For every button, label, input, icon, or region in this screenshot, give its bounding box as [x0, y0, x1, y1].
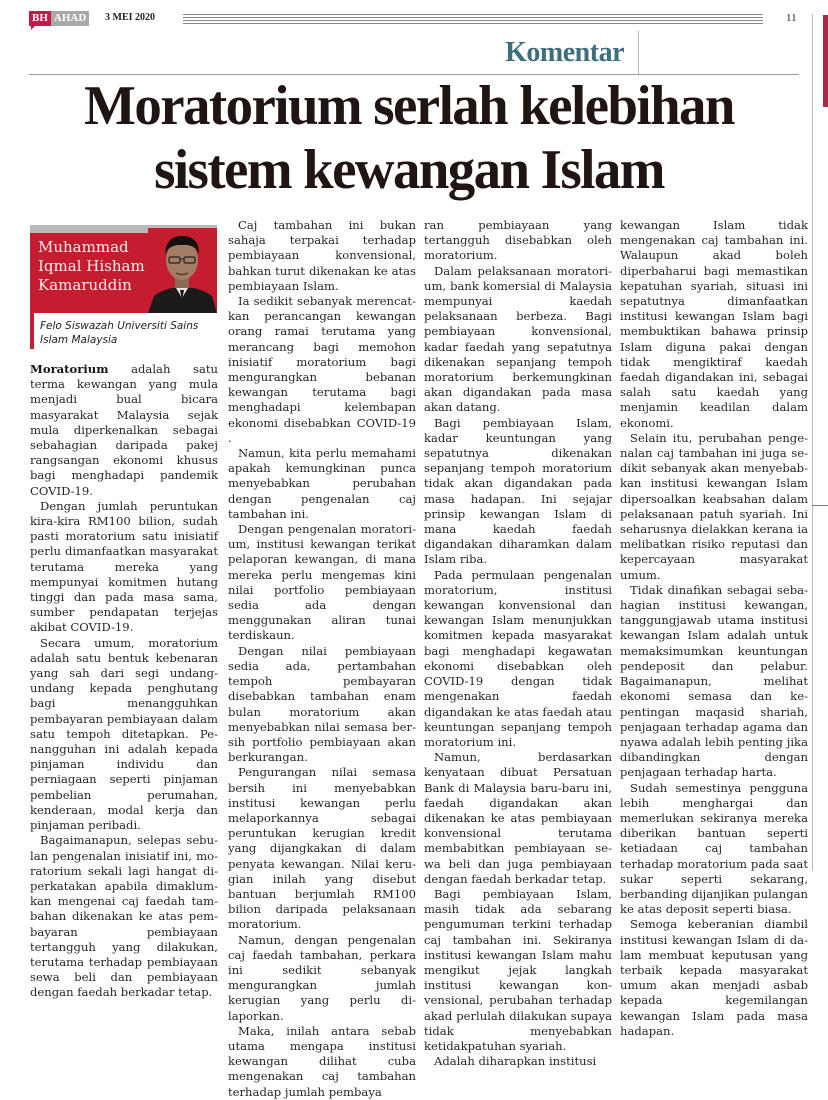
paragraph: Dalam pelaksanaan moratorium, bank komersial di Malaysia mempunyai kaedah pelaksanaan berbeza. Bagi pembiayaan konvensional, kadar faedah yang sepatutnya dikenakan sepanjang tempoh moratorium berkemungkinan akan digandakan pada masa akan datang.	[424, 263, 612, 415]
page-edge-rule	[812, 14, 813, 871]
bh-ahad-logo	[29, 11, 89, 26]
author-affiliation-line-2: Islam Malaysia	[40, 334, 118, 346]
author-affiliation-line-1: Felo Siswazah Universiti Sains	[40, 320, 199, 332]
author-name-line-1: Muhammad	[38, 238, 129, 256]
logo-ahad: AHAD	[51, 11, 89, 26]
paragraph: Selain itu, perubahan pengenalan caj tambahan ini juga sedikit sebanyak akan menyebabkan institusi kewangan Islam dipersoalkan keabsahan dalam pelaksanaan patuh syariah. Ini seharusnya dielakkan kerana ia melibatkan risiko reputasi dan kepercayaan masyarakat umum.	[620, 430, 808, 582]
header-rule-lines	[183, 14, 763, 24]
adjacent-page-red-tab	[823, 15, 828, 107]
paragraph: Dengan jumlah peruntukan kira-kira RM100 bilion, sudah pasti moratorium satu inisiatif perlu dimanfaatkan masyarakat terutama mereka yang mempunyai komitmen hutang tinggi dan pada masa sama, sumber pendapatan terjejas akibat COVID-19.	[30, 498, 218, 635]
article-column-4	[620, 218, 808, 1039]
paragraph: Dengan pengenalan moratorium, institusi kewangan terikat pelaporan kewangan, di mana mereka perlu mengemas kini nilai portfolio pembiayaan sedia ada dengan menggunakan aliran tunai terdiskaun.	[228, 522, 416, 643]
paragraph: Dengan nilai pembiayaan sedia ada, pertambahan tempoh pembayaran disebabkan tambahan enam bulan moratorium akan menyebabkan nilai semasa bersih portfolio pembiayaan akan berkurangan.	[228, 643, 416, 765]
paragraph: Tidak dinafikan sebagai sebahagian institusi kewangan, tanggungjawab utama institusi kewangan Islam adalah untuk memaksimumkan keuntungan pendeposit dan pelabur. Bagaimanapun, melihat ekonomi semasa dan kepentingan maqasid shariah, penjagaan terhadap agama dan nyawa adalah lebih penting jika dibandingkan dengan penjagaan terhadap harta.	[620, 582, 808, 780]
paragraph: Ia sedikit sebanyak merencatkan perancangan kewangan orang ramai terutama yang merancang bagi memohon inisiatif moratorium bagi mengurangkan bebanan kewangan terutama bagi menghadapi kelembapan ekonomi disebabkan COVID-19 .	[228, 294, 416, 445]
author-name	[38, 238, 145, 295]
headline	[26, 74, 792, 202]
paragraph-continued: kewangan Islam tidak mengenakan caj tambahan ini. Walaupun akad boleh diperbaharui bagi memastikan kepatuhan syariah, situasi ini sepatutnya dimanfaatkan institusi kewangan Islam bagi membuktikan bahawa prinsip Islam diguna pakai dengan tidak mengiktiraf kaedah faedah digandakan ini, sebagai salah satu kaedah yang menjamin keadilan dalam ekonomi.	[620, 218, 808, 430]
issue-date: 3 MEI 2020	[105, 12, 155, 23]
edge-tick-rule	[812, 505, 828, 506]
paragraph: Secara umum, moratorium adalah satu bentuk kebenaran yang sah dari segi undang-undang kepada penghutang bagi menangguhkan pembayaran pembiayaan dalam satu tempoh ditetapkan. Penangguhan ini adalah kepada pinjaman individu dan perniagaan seperti pinjaman pembelian perumahan, kenderaan, modal kerja dan pinjaman peribadi.	[30, 635, 218, 833]
paragraph: Sudah semestinya pengguna lebih menghargai dan memerlukan sekiranya mereka diberikan bantuan seperti ketiadaan caj tambahan terhadap moratorium pada saat sukar seperti sekarang, berbanding dijanjikan pulangan ke atas deposit seperti biasa.	[620, 780, 808, 917]
logo-bh: BH	[29, 11, 51, 26]
page-number: 11	[786, 12, 797, 24]
paragraph: Bagaimanapun, selepas sebulan pengenalan inisiatif ini, moratorium sekali lagi hangat diperkatakan apabila dimaklumkan mengenai caj faedah tambahan dikenakan ke atas pembayaran pembiayaan tertangguh yang dilakukan, terutama terhadap pembiayaan sewa beli dan pembiayaan dengan faedah berkadar tetap.	[30, 833, 218, 1000]
author-box-accent-tab	[30, 313, 34, 349]
paragraph: Bagi pembiayaan Islam, kadar keuntungan yang sepatutnya dikenakan sepanjang tempoh moratorium tidak akan digandakan pada masa hadapan. Ini sejajar prinsip kewangan Islam di mana kaedah faedah digandakan diharamkan dalam Islam riba.	[424, 415, 612, 567]
article-column-1	[30, 362, 218, 1001]
paragraph-text: adalah satu terma kewangan yang mula menjadi bual bicara masyarakat Malaysia sejak mula diperkenalkan sebagai sebahagian daripada pakej rangsangan ekonomi khusus bagi menghadapi pandemik COVID-19.	[30, 362, 218, 498]
author-affiliation	[40, 319, 198, 347]
article-column-3	[424, 218, 612, 1069]
author-box	[30, 225, 217, 349]
paragraph: Namun, dengan pengenalan caj faedah tambahan, perkara ini sedikit sebanyak mengurangkan jumlah kerugian yang perlu dilaporkan.	[228, 932, 416, 1023]
paragraph: Semoga keberanian diambil institusi kewangan Islam di dalam membuat keputusan yang terbaik kepada masyarakat umum akan menjadi asbab kepada kegemilangan kewangan Islam pada masa hadapan.	[620, 917, 808, 1038]
article-column-2	[228, 218, 416, 1100]
lead-word: Moratorium	[30, 362, 109, 376]
headline-line-1: Moratorium serlah kelebihan	[84, 75, 734, 137]
section-bar	[29, 31, 799, 75]
section-label: Komentar	[505, 37, 624, 68]
paragraph: Bagi pembiayaan Islam, masih tidak ada sebarang pengumuman terkini terhadap caj tambahan ini. Sekiranya institusi kewangan Islam mahu mengikut jejak langkah institusi kewangan konvensional, perubahan terhadap akad perlulah dilakukan supaya tidak menyebabkan ketidakpatuhan syariah.	[424, 886, 612, 1053]
paragraph: Adalah diharapkan institusi	[434, 1054, 597, 1069]
page-header	[29, 9, 799, 68]
paragraph: Caj tambahan ini bukan sahaja terpakai terhadap pembiayaan konvensional, bahkan turut dikenakan ke atas pembiayaan Islam.	[228, 218, 416, 293]
paragraph: Pengurangan nilai semasa bersih ini menyebabkan institusi kewangan perlu melaporkannya sebagai peruntukan kerugian kredit yang dijangkakan di dalam penyata kewangan. Nilai kerugian inilah yang disebut bantuan berjumlah RM100 bilion daripada pelaksanaan moratorium.	[228, 765, 416, 932]
author-name-line-2: Iqmal Hisham	[38, 257, 145, 275]
paragraph	[30, 362, 218, 499]
paragraph-continued: ran pembiayaan yang tertangguh disebabkan oleh moratorium.	[424, 218, 612, 263]
paragraph: Maka, inilah antara sebab utama mengapa institusi kewangan dilihat cuba mengenakan caj tambahan terhadap jumlah pembaya	[228, 1023, 416, 1099]
section-divider	[638, 31, 639, 74]
headline-line-2: sistem kewangan Islam	[154, 139, 664, 201]
paragraph: Namun, berdasarkan kenyataan dibuat Persatuan Bank di Malaysia baru-baru ini, faedah digandakan akan dikenakan ke atas pembiayaan konvensional terutama membabitkan pembiayaan sewa beli dan juga pembiayaan dengan faedah berkadar tetap.	[424, 750, 612, 886]
paragraph: Pada permulaan pengenalan moratorium, institusi kewangan konvensional dan kewangan Islam menunjukkan komitmen kepada masyarakat bagi menghadapi kegawatan ekonomi disebabkan oleh COVID-19 dengan tidak mengenakan faedah digandakan ke atas faedah atau keuntungan sepanjang tempoh moratorium ini.	[424, 567, 612, 749]
paragraph: Namun, kita perlu memahami apakah kemungkinan punca menyebabkan perubahan dengan pengenalan caj tambahan ini.	[228, 446, 416, 521]
author-photo	[148, 228, 217, 313]
author-name-line-3: Kamaruddin	[38, 276, 132, 294]
